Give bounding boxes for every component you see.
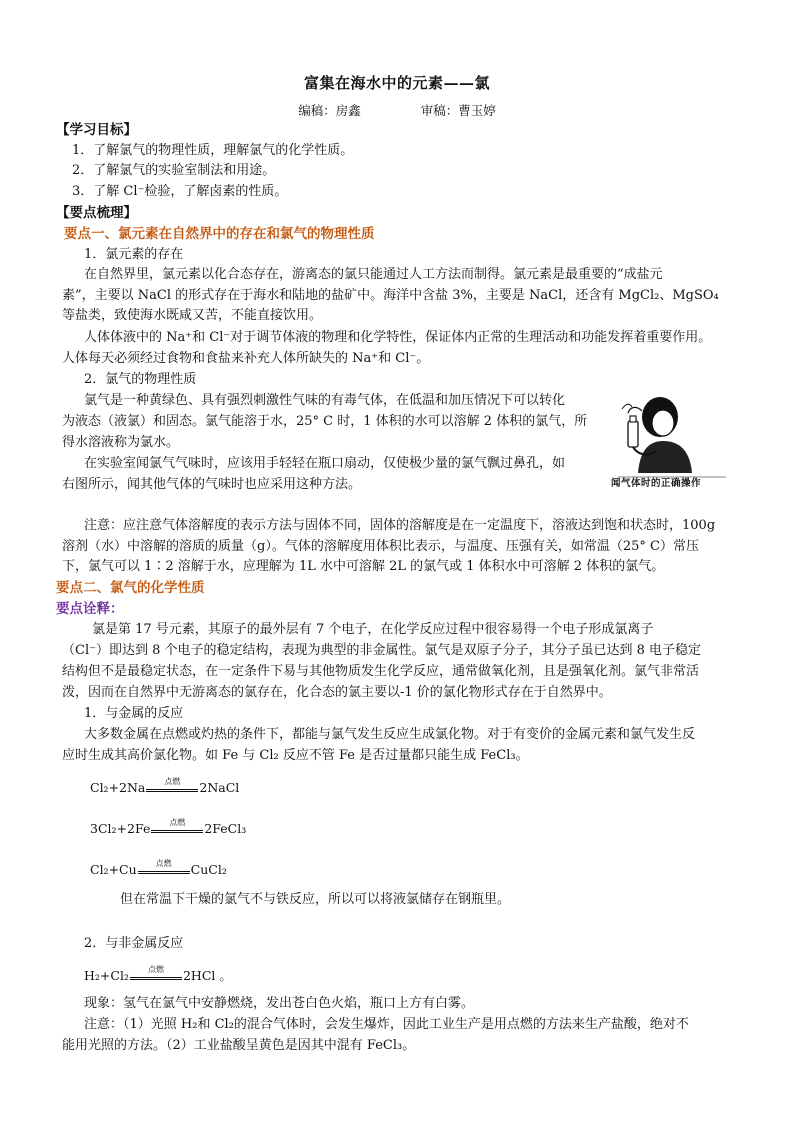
paragraph-line: 结构但不是最稳定状态，在一定条件下易与其他物质发生化学反应，通常做氧化剂，且是强氧化剂。氯气非常活 (62, 664, 700, 679)
equation-products: CuCl₂ (190, 862, 227, 877)
paragraph-line: 溶剂（水）中溶解的溶质的质量（g）。气体的溶解度用体积比表示，与温度、压强有关，如常温（25° C）常压 (62, 539, 699, 554)
document-title: 富集在海水中的元素——氯 (303, 74, 490, 92)
goal-item: 2．了解氯气的实验室制法和用途。 (72, 163, 276, 178)
paragraph-line: 氯气是一种黄绿色、具有强烈刺激性气味的有毒气体，在低温和加压情况下可以转化 (84, 393, 566, 408)
paragraph-line: 注意：（1）光照 H₂和 Cl₂的混合气体时，会发生爆炸，因此工业生产是用点燃的方法来生产盐酸，绝对不 (84, 1017, 689, 1032)
paragraph-line: （Cl⁻）即达到 8 个电子的稳定结构，表现为典型的非金属性。氯气是双原子分子，其分子虽已达到 8 电子稳定 (62, 643, 702, 658)
subheading-metal: 1．与金属的反应 (84, 706, 184, 721)
paragraph-line: 泼，因而在自然界中无游离态的氯存在，化合态的氯主要以-1 价的氯化物形式存在于自然界中。 (62, 685, 612, 700)
equation-cu (90, 859, 227, 877)
equation-na (90, 777, 240, 795)
equation-fe (90, 818, 247, 836)
equation-products: 2NaCl (199, 780, 240, 795)
equation-reactants: 3Cl₂+2Fe (90, 821, 151, 836)
paragraph-line: 素”，主要以 NaCl 的形式存在于海水和陆地的盐矿中。海洋中含盐 3%，主要是 NaCl，还含有 MgCl₂、MgSO₄ (62, 288, 719, 303)
paragraph-line: 在实验室闻氯气气味时，应该用手轻轻在瓶口扇动，仅使极少量的氯气飘过鼻孔，如 (84, 456, 566, 471)
point1-title: 要点一、氯元素在自然界中的存在和氯气的物理性质 (64, 226, 375, 242)
paragraph-line: 氯是第 17 号元素，其原子的最外层有 7 个电子，在化学反应过程中很容易得一个电子形成氯离子 (92, 622, 654, 637)
equation-products: 2FeCl₃ (204, 821, 247, 836)
paragraph-line: 大多数金属在点燃或灼热的条件下，都能与氯气发生反应生成氯化物。对于有变价的金属元素和氯气发生反 (84, 727, 696, 742)
point2-title: 要点二、氯气的化学性质 (56, 580, 205, 596)
paragraph-line: 但在常温下干燥的氯气不与铁反应，所以可以将液氯储存在钢瓶里。 (120, 892, 511, 907)
reaction-arrow (151, 818, 203, 831)
equation-reactants: Cl₂+Cu (90, 862, 137, 877)
editor-credit: 编稿：房鑫 (298, 103, 361, 118)
paragraph-line: 人体每天必须经过食物和食盐来补充人体所缺失的 Na⁺和 Cl⁻。 (62, 351, 430, 366)
reviewer-credit: 审稿：曹玉婷 (420, 103, 496, 118)
figure-caption: 闻气体时的正确操作 (611, 478, 702, 489)
subheading-physical: 2．氯气的物理性质 (84, 372, 197, 387)
paragraph-line: 在自然界里，氯元素以化合态存在，游离态的氯只能通过人工方法而制得。氯元素是最重要的“成盐元 (84, 267, 663, 282)
reaction-arrow (146, 777, 198, 790)
paragraph-line: 下，氯气可以 1∶2 溶解于水，应理解为 1L 水中可溶解 2L 的氯气或 1 体积水中可溶解 2 体积的氯气。 (62, 559, 665, 574)
paragraph-line: 注意：应注意气体溶解度的表示方法与固体不同，固体的溶解度是在一定温度下，溶液达到饱和状态时，100g (84, 518, 716, 533)
paragraph-line: 右图所示，闻其他气体的气味时也应采用这种方法。 (62, 477, 362, 492)
paragraph-line: 现象：氢气在氯气中安静燃烧，发出苍白色火焰，瓶口上方有白雾。 (84, 996, 475, 1011)
paragraph-line: 等盐类，致使海水既咸又苦，不能直接饮用。 (62, 308, 323, 323)
goals-header: 【学习目标】 (56, 122, 137, 138)
equation-reactants: Cl₂+2Na (90, 780, 146, 795)
condition-label: 点燃 (155, 859, 172, 868)
explanation-title: 要点诠释： (56, 601, 124, 617)
reaction-arrow (130, 965, 182, 978)
condition-label: 点燃 (169, 818, 186, 827)
subheading-existence: 1．氯元素的存在 (84, 247, 184, 262)
goal-item: 1．了解氯气的物理性质，理解氯气的化学性质。 (72, 143, 354, 158)
condition-label: 点燃 (164, 777, 181, 786)
goal-item: 3．了解 Cl⁻检验，了解卤素的性质。 (72, 184, 288, 199)
paragraph-line: 应时生成其高价氯化物。如 Fe 与 Cl₂ 反应不管 Fe 是否过量都只能生成 FeCl₃。 (62, 748, 529, 763)
equation-h2 (84, 966, 232, 984)
reaction-arrow (138, 859, 190, 872)
paragraph-line: 得水溶液称为氯水。 (62, 435, 180, 450)
paragraph-line: 为液态（液氯）和固态。氯气能溶于水，25° C 时，1 体积的水可以溶解 2 体积的氯气，所 (62, 414, 588, 429)
equation-products: 2HCl 。 (182, 968, 232, 983)
authors-line (0, 101, 794, 119)
paragraph-line: 人体体液中的 Na⁺和 Cl⁻对于调节体液的物理和化学特性，保证体内正常的生理活动和功能发挥着重要作用。 (84, 330, 712, 345)
paragraph-line: 能用光照的方法。（2）工业盐酸呈黄色是因其中混有 FeCl₃。 (62, 1038, 416, 1053)
equation-reactants: H₂+Cl₂ (84, 968, 129, 983)
points-header: 【要点梳理】 (56, 205, 137, 221)
condition-label: 点燃 (147, 965, 164, 974)
subheading-nonmetal: 2．与非金属反应 (84, 936, 184, 951)
